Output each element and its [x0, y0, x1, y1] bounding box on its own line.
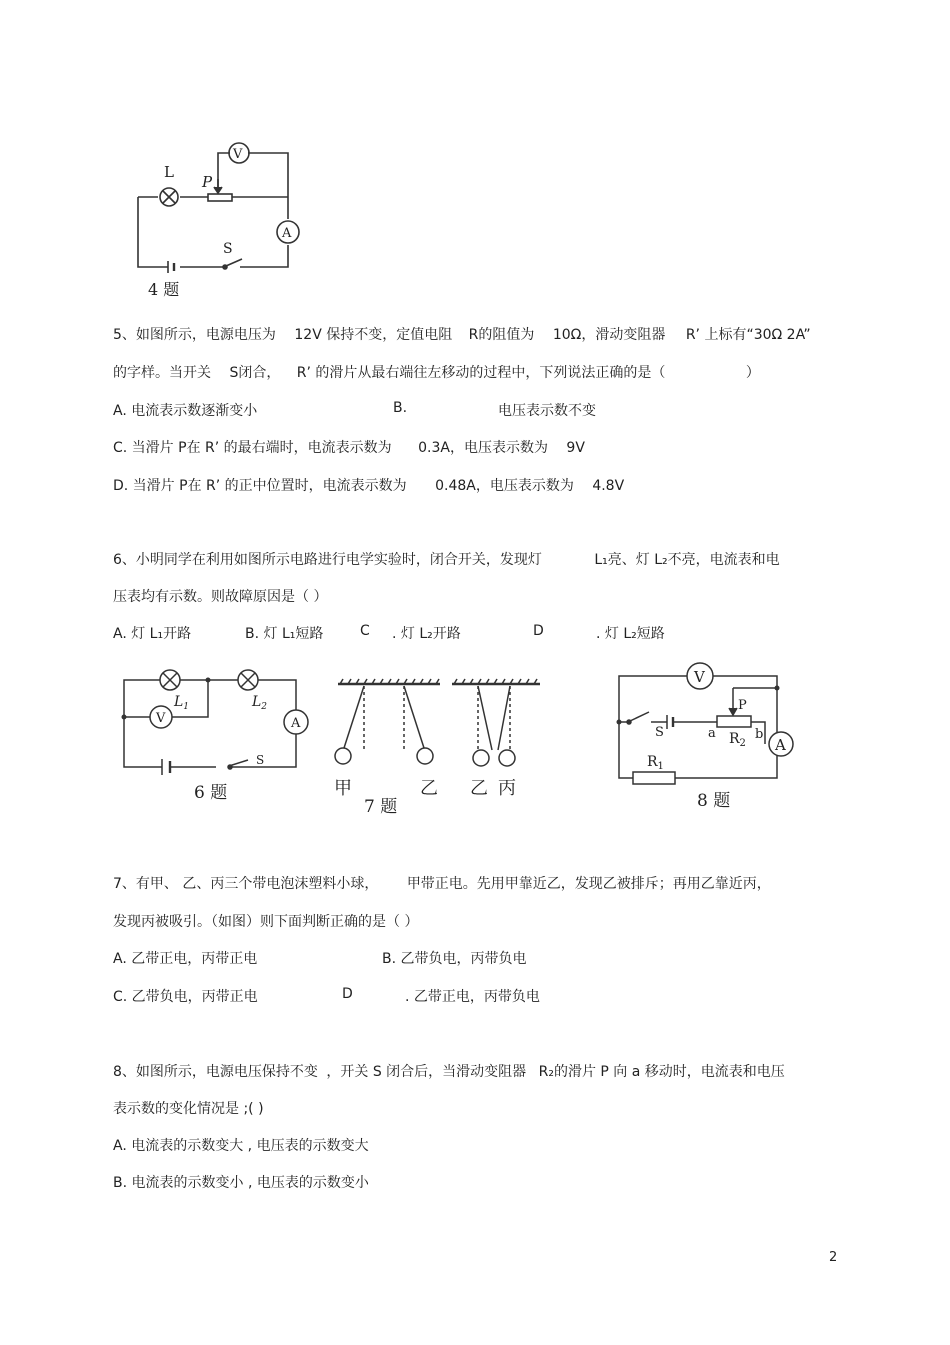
q5-option-d-b: 0.48A，电压表示数为 — [435, 478, 574, 494]
q5-line1-d: 10Ω，滑动变阻器 — [552, 327, 666, 343]
q6-line1-b: L₁亮、灯 L₂不亮，电流表和电 — [594, 552, 780, 568]
q5-option-b: 电压表示数不变 — [498, 403, 596, 419]
q7-pendulum-figure — [330, 672, 545, 822]
q6-voltmeter-label: V — [156, 711, 166, 726]
q7-line1 — [113, 873, 771, 893]
q5-option-b-label: B. — [393, 400, 408, 416]
q8-r2-label: $R_2$ — [729, 731, 746, 749]
q6-lamp2-label: $L_2$ — [252, 694, 268, 712]
q7-caption: 7 题 — [364, 797, 398, 817]
q7-line1-a: 7、有甲、 乙、丙三个带电泡沫塑料小球， — [113, 876, 379, 892]
q8-slider-label: P — [738, 698, 747, 713]
q5-option-c — [113, 437, 585, 457]
q6-option-d-letter: D — [533, 623, 544, 639]
q8-r1-label: $R_1$ — [647, 754, 664, 772]
q4-ammeter-label: A — [282, 226, 292, 241]
q6-circuit-figure — [118, 662, 313, 812]
q6-line1 — [113, 549, 780, 569]
q6-lamp1-label: $L_1$ — [174, 694, 190, 712]
q6-ammeter-label: A — [291, 716, 301, 731]
q7-option-d: . 乙带正电，丙带负电 — [405, 989, 540, 1005]
q4-slider-label: P — [202, 173, 213, 191]
q8-end-a-label: a — [708, 726, 716, 741]
q6-option-b: B. 灯 L₁短路 — [245, 626, 324, 642]
q8-circuit-figure — [605, 660, 805, 815]
q5-line2-c: R’ 的滑片从最右端往左移动的过程中，下列说法正确的是（ — [296, 365, 666, 381]
q5-option-c-b: 0.3A，电压表示数为 — [418, 440, 548, 456]
q8-line2: 表示数的变化情况是 ;( ) — [113, 1101, 264, 1117]
q8-line1-c: R₂的滑片 P 向 a 移动时，电流表和电压 — [538, 1064, 785, 1080]
q7-option-d-letter: D — [342, 986, 353, 1002]
q8-line1 — [113, 1061, 785, 1081]
q5-option-d-a: D. 当滑片 P在 R’ 的正中位置时，电流表示数为 — [113, 478, 407, 494]
q5-option-d — [113, 475, 624, 495]
q6-option-d: . 灯 L₂短路 — [596, 626, 665, 642]
q8-ammeter-label: A — [775, 736, 786, 754]
q6-caption: 6 题 — [194, 783, 228, 803]
q5-line1-a: 5、如图所示，电源电压为 — [113, 327, 276, 343]
q5-line2-d: ） — [745, 365, 760, 381]
q5-line2-a: 的字样。当开关 — [113, 365, 211, 381]
q8-switch-label: S — [655, 725, 664, 740]
page-number: 2 — [829, 1250, 838, 1265]
q5-line2 — [113, 362, 760, 382]
q6-option-a: A. 灯 L₁开路 — [113, 626, 192, 642]
q6-line1-a: 6、小明同学在利用如图所示电路进行电学实验时，闭合开关，发现灯 — [113, 552, 542, 568]
q5-line1-b: 12V 保持不变，定值电阻 — [294, 327, 453, 343]
q8-line1-a: 8、如图所示，电源电压保持不变 — [113, 1064, 318, 1080]
q5-line1 — [113, 324, 811, 344]
q5-line1-c: R的阻值为 — [468, 327, 535, 343]
q4-voltmeter-label: V — [233, 147, 243, 162]
q6-option-c-letter: C — [360, 623, 370, 639]
q8-caption: 8 题 — [697, 791, 731, 811]
q7-ball-jia-label: 甲 — [334, 778, 352, 799]
q8-option-b: B. 电流表的示数变小 , 电压表的示数变小 — [113, 1175, 369, 1191]
q7-ball-bing-label: 丙 — [498, 778, 516, 799]
q7-line2: 发现丙被吸引。（如图）则下面判断正确的是（ ） — [113, 914, 419, 930]
q5-option-c-a: C. 当滑片 P在 R’ 的最右端时，电流表示数为 — [113, 440, 392, 456]
q4-lamp-label: L — [164, 163, 174, 181]
q7-ball-yi1-label: 乙 — [420, 778, 438, 799]
q5-line1-e: R’ 上标有“30Ω 2A” — [685, 327, 811, 343]
q5-option-d-c: 4.8V — [592, 478, 625, 494]
q5-option-a: A. 电流表示数逐渐变小 — [113, 403, 258, 419]
q7-option-b: B. 乙带负电，丙带负电 — [382, 951, 527, 967]
q6-line2: 压表均有示数。则故障原因是（ ） — [113, 589, 328, 605]
q7-option-c: C. 乙带负电，丙带正电 — [113, 989, 258, 1005]
q7-option-a: A. 乙带正电，丙带正电 — [113, 951, 258, 967]
q4-caption: 4 题 — [148, 280, 180, 299]
q6-option-c: . 灯 L₂开路 — [392, 626, 461, 642]
q8-line1-b: ，开关 S 闭合后，当滑动变阻器 — [326, 1064, 527, 1080]
q7-line1-b: 甲带正电。先用甲靠近乙，发现乙被排斥；再用乙靠近丙， — [406, 876, 771, 892]
q6-switch-label: S — [256, 753, 265, 767]
q5-line2-b: S闭合， — [229, 365, 281, 381]
q8-voltmeter-label: V — [694, 668, 705, 686]
q4-switch-label: S — [223, 241, 233, 257]
q7-ball-yi2-label: 乙 — [470, 778, 488, 799]
q5-option-c-c: 9V — [566, 440, 585, 456]
q8-end-b-label: b — [755, 727, 764, 742]
q8-option-a: A. 电流表的示数变大 , 电压表的示数变大 — [113, 1138, 369, 1154]
q4-circuit-figure — [128, 135, 308, 305]
